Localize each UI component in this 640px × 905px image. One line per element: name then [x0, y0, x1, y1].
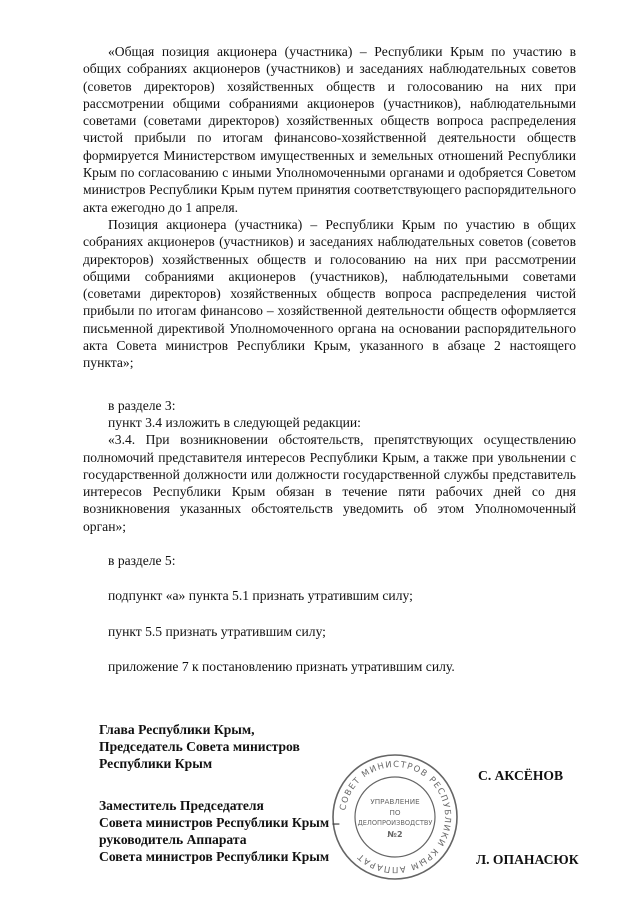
stamp-line-1: УПРАВЛЕНИЕ — [370, 797, 420, 806]
signatory-name-aksenov: С. АКСЁНОВ — [478, 768, 564, 783]
point-3-4-instruction: пункт 3.4 изложить в следующей редакции: — [108, 414, 361, 430]
subpoint-5-1-a: подпункт «а» пункта 5.1 признать утратившим силу; — [108, 588, 413, 604]
stamp-ring-text: СОВЕТ МИНИСТРОВ РЕСПУБЛИКИ КРЫМ АППАРАТ — [338, 759, 453, 875]
signature-block-deputy — [99, 797, 339, 865]
paragraph-shareholder-position: Позиция акционера (участника) – Республики Крым по участию в общих собраниях акционеров (участников) и заседаниях наблюдательных советов (советов директоров) хозяйственных обществ и голосованию на них при рассмотрении общими собраниями акционеров (участников), наблюдательными советами (советами директоров) хозяйственных обществ вопроса распределения чистой прибыли по итогам финансово – хозяйственной деятельности обществ оформляется письменной директивой Уполномоченного органа на основании распорядительного акта Совета министров Республики Крым, указанного в абзаце 2 настоящего пункта»; — [83, 216, 576, 371]
signature-title-line: руководитель Аппарата — [99, 832, 247, 847]
appendix-7: приложение 7 к постановлению признать утратившим силу. — [108, 658, 455, 674]
paragraph-general-position: «Общая позиция акционера (участника) – Республики Крым по участию в общих собраниях акционеров (участников) и заседаниях наблюдательных советов (советов директоров) хозяйственных обществ и голосованию на них при рассмотрении общими собраниями акционеров (участников), наблюдательными советами (советами директоров) хозяйственных обществ вопроса распределения чистой прибыли по итогам финансово-хозяйственной деятельности обществ формируется Министерством имущественных и земельных отношений Республики Крым по согласованию с иными Уполномоченными органами и одобряется Советом министров Республики Крым путем принятия соответствующего распорядительного акта ежегодно до 1 апреля. — [83, 44, 576, 215]
signature-title-line: Глава Республики Крым, — [99, 722, 255, 737]
point-5-5: пункт 5.5 признать утратившим силу; — [108, 623, 326, 639]
signature-title-line: Председатель Совета министров — [99, 739, 300, 754]
stamp-line-2: ПО — [389, 808, 401, 817]
section-3-heading: в разделе 3: — [108, 397, 176, 413]
stamp-line-3: ДЕЛОПРОИЗВОДСТВУ — [357, 819, 433, 827]
stamp-line-4: №2 — [387, 830, 403, 839]
document-body — [83, 43, 576, 675]
signature-title-line: Совета министров Республики Крым — [99, 849, 330, 864]
signature-title-line: Заместитель Председателя — [99, 798, 264, 813]
section-5-heading: в разделе 5: — [108, 553, 176, 569]
signature-title-line: Совета министров Республики Крым – — [99, 815, 340, 830]
point-3-4-text: «3.4. При возникновении обстоятельств, препятствующих осуществлению полномочий представителя интересов Республики Крым, а также при увольнении с государственной должности или должности государственной службы представитель интересов Республики Крым обязан в течение пяти рабочих дней со дня возникновения указанных обстоятельств уведомить об этом Уполномоченный орган»; — [83, 432, 576, 534]
office-stamp — [330, 752, 460, 882]
signatory-name-opanasyuk: Л. ОПАНАСЮК — [476, 852, 579, 867]
signature-title-line: Республики Крым — [99, 756, 213, 771]
signature-block-head — [99, 721, 300, 772]
